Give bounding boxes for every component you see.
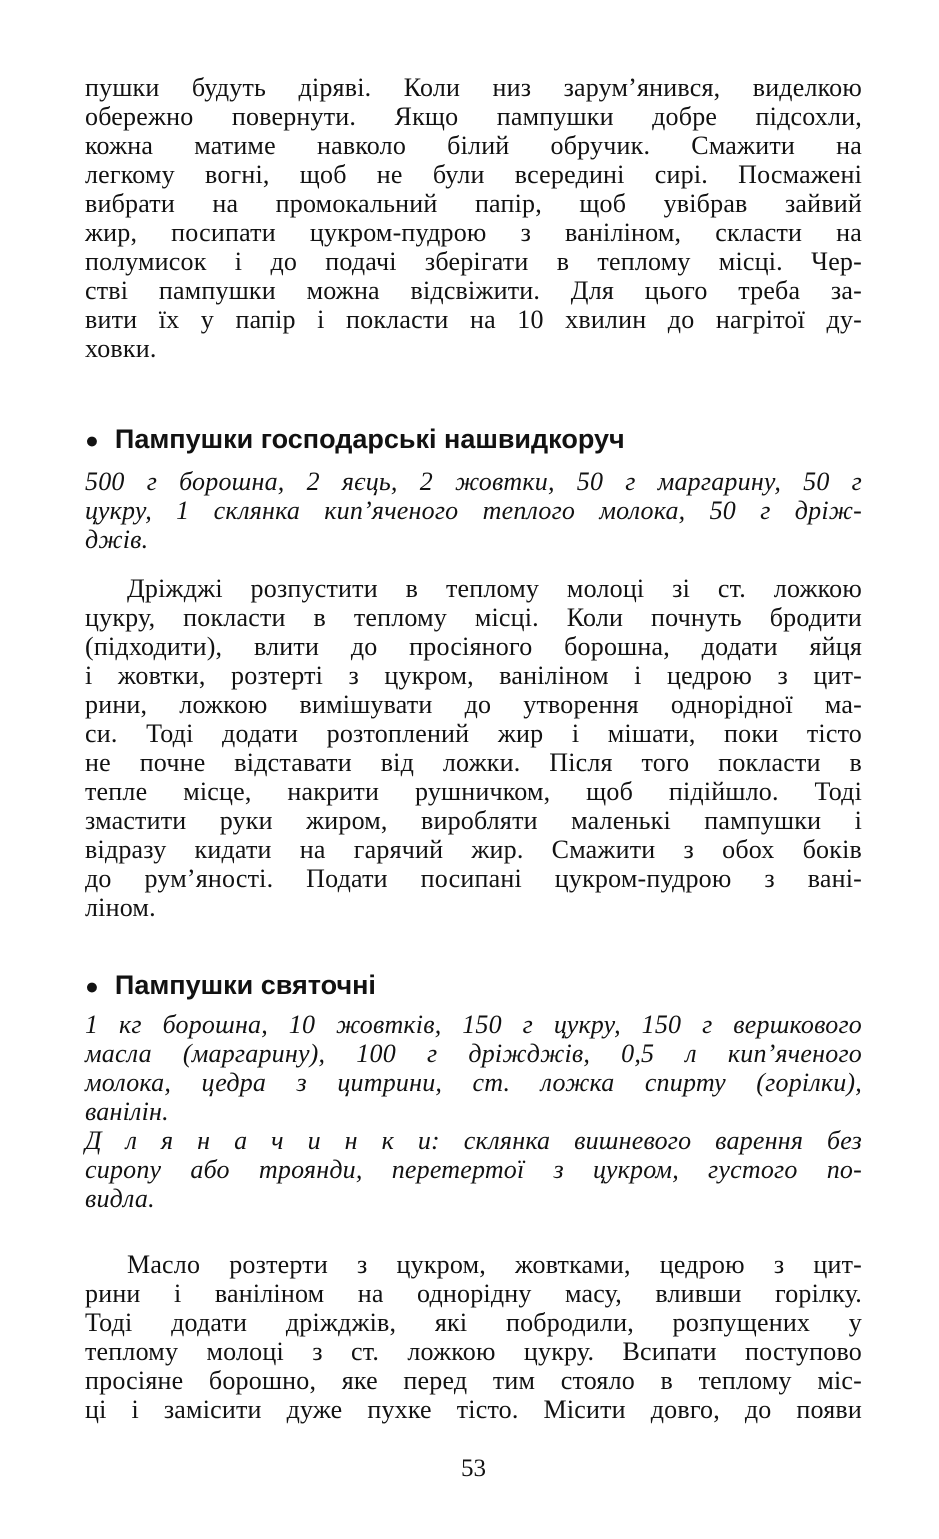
recipe2-heading xyxy=(85,969,862,1001)
recipe1-heading xyxy=(85,423,862,455)
text-line: ховки. xyxy=(85,334,157,363)
recipe2-title: Пампушки святочні xyxy=(114,970,376,1000)
text-line: просіяне борошно, яке перед тим стояло в теплому міс- xyxy=(85,1366,862,1395)
text-line: стві пампушки можна відсвіжити. Для цього треба за- xyxy=(85,276,862,305)
text-line: обережно повернути. Якщо пампушки добре підсохли, xyxy=(85,102,862,131)
text-line: джів. xyxy=(85,525,149,554)
text-line: Д л я н а ч и н к и: склянка вишневого варення без xyxy=(85,1126,862,1155)
recipe1-title: Пампушки господарські нашвидкоруч xyxy=(114,424,625,454)
text-line: Дріжджі розпустити в теплому молоці зі ст. ложкою xyxy=(127,574,862,603)
text-line: 500 г борошна, 2 яєць, 2 жовтки, 50 г маргарину, 50 г xyxy=(85,467,862,496)
text-line: молока, цедра з цитрини, ст. ложка спирту (горілки), xyxy=(85,1068,862,1097)
recipe2-filling-note xyxy=(85,1126,862,1213)
bullet-icon: ● xyxy=(85,426,99,453)
text-line: 1 кг борошна, 10 жовтків, 150 г цукру, 150 г вершкового xyxy=(85,1010,862,1039)
text-line: ліном. xyxy=(85,893,156,922)
text-line: змастити руки жиром, виробляти маленькі пампушки і xyxy=(85,806,862,835)
text-line: кожна матиме навколо білий обручик. Смажити на xyxy=(85,131,862,160)
recipe1-body-paragraph xyxy=(85,574,862,922)
text-line: теплому молоці з ст. ложкою цукру. Всипати поступово xyxy=(85,1337,862,1366)
text-line: полумисок і до подачі зберігати в теплому місці. Чер- xyxy=(85,247,862,276)
text-line: си. Тоді додати розтоплений жир і мішати, поки тісто xyxy=(85,719,862,748)
text-line: не почне відставати від ложки. Після того покласти в xyxy=(85,748,862,777)
text-line: (підходити), влити до просіяного борошна, додати яйця xyxy=(85,632,862,661)
recipe2-ingredients xyxy=(85,1010,862,1126)
intro-paragraph xyxy=(85,73,862,363)
text-line: Масло розтерти з цукром, жовтками, цедрою з цит- xyxy=(127,1250,862,1279)
recipe2-body-paragraph xyxy=(85,1250,862,1424)
text-line: відразу кидати на гарячий жир. Смажити з обох боків xyxy=(85,835,862,864)
text-line: цукру, 1 склянка кип’яченого теплого молока, 50 г дріж- xyxy=(85,496,862,525)
text-line: вити їх у папір і покласти на 10 хвилин до нагрітої ду- xyxy=(85,305,862,334)
text-line: і жовтки, розтерті з цукром, ваніліном і цедрою з цит- xyxy=(85,661,862,690)
text-line: видла. xyxy=(85,1184,155,1213)
text-line: ці і замісити дуже пухке тісто. Місити довго, до появи xyxy=(85,1395,862,1424)
text-line: вибрати на промокальний папір, щоб увібрав зайвий xyxy=(85,189,862,218)
text-line: до рум’яності. Подати посипані цукром-пудрою з вані- xyxy=(85,864,862,893)
text-line: пушки будуть діряві. Коли низ зарум’янився, виделкою xyxy=(85,73,862,102)
recipe1-ingredients xyxy=(85,467,862,554)
text-line: сиропу або троянди, перетертої з цукром, густого по- xyxy=(85,1155,862,1184)
text-line: тепле місце, накрити рушничком, щоб підійшло. Тоді xyxy=(85,777,862,806)
text-line: рини, ложкою вимішувати до утворення однорідної ма- xyxy=(85,690,862,719)
text-line: рини і ваніліном на однорідну масу, вливши горілку. xyxy=(85,1279,862,1308)
text-line: Тоді додати дріжджів, які побродили, розпущених у xyxy=(85,1308,862,1337)
text-line: жир, посипати цукром-пудрою з ваніліном, скласти на xyxy=(85,218,862,247)
text-line: цукру, покласти в теплому місці. Коли почнуть бродити xyxy=(85,603,862,632)
text-line: ванілін. xyxy=(85,1097,169,1126)
bullet-icon: ● xyxy=(85,972,99,999)
text-line: легкому вогні, щоб не були всередині сирі. Посмажені xyxy=(85,160,862,189)
text-line: масла (маргарину), 100 г дріжджів, 0,5 л кип’яченого xyxy=(85,1039,862,1068)
page-number: 53 xyxy=(461,1455,486,1482)
